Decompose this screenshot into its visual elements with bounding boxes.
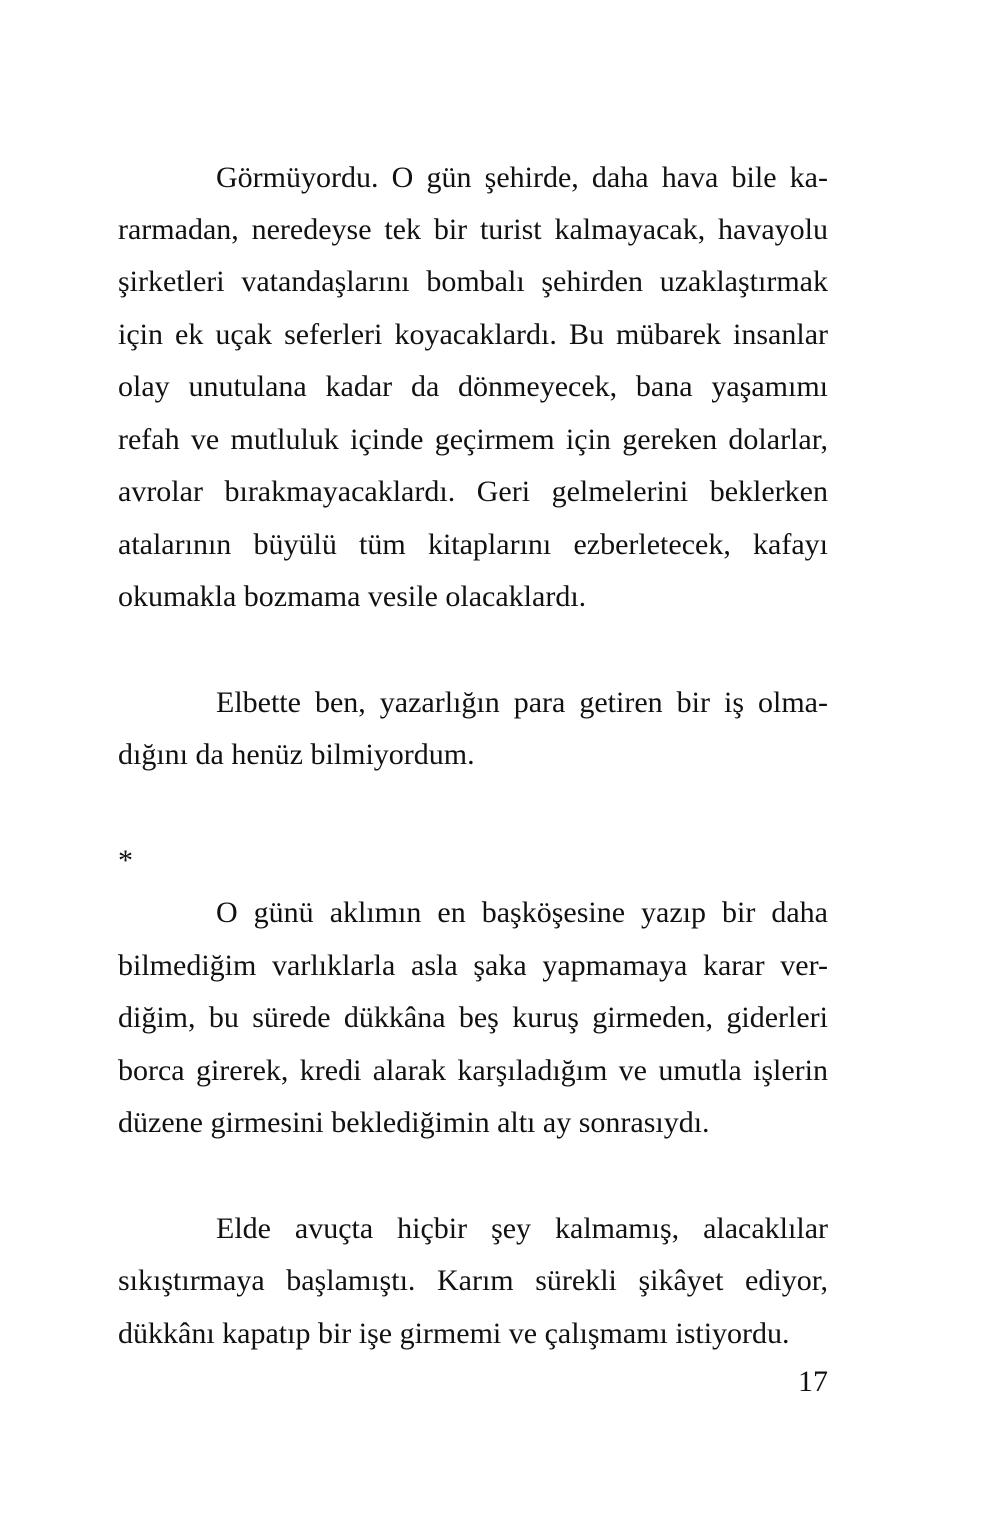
text-line: O günü aklımın en başköşesine yazıp bir daha — [216, 896, 828, 929]
text-line: refah ve mutluluk içinde geçirmem için gereken dolarlar, — [118, 423, 828, 456]
text-line: atalarının büyülü tüm kitaplarını ezberletecek, kafayı — [118, 528, 828, 561]
text-line: dükkânı kapatıp bir işe girmemi ve çalışmamı istiyordu. — [118, 1317, 790, 1350]
page-number: 17 — [798, 1365, 828, 1398]
text-line: bilmediğim varlıklarla asla şaka yapmamaya karar ver- — [118, 949, 828, 982]
section-separator: * — [118, 844, 133, 877]
text-line: borca girerek, kredi alarak karşıladığım ve umutla işlerin — [118, 1054, 828, 1087]
text-line: okumakla bozmama vesile olacaklardı. — [118, 580, 587, 613]
text-line: Elbette ben, yazarlığın para getiren bir iş olma- — [216, 686, 828, 719]
text-line: Elde avuçta hiçbir şey kalmamış, alacaklılar — [216, 1212, 828, 1245]
text-line: sıkıştırmaya başlamıştı. Karım sürekli şikâyet ediyor, — [118, 1264, 828, 1297]
text-line: olay unutulana kadar da dönmeyecek, bana yaşamımı — [118, 370, 828, 403]
text-line: düzene girmesini beklediğimin altı ay sonrasıydı. — [118, 1106, 710, 1139]
text-line: avrolar bırakmayacaklardı. Geri gelmelerini beklerken — [118, 475, 828, 508]
text-line: dığını da henüz bilmiyordum. — [118, 738, 475, 771]
text-line: diğim, bu sürede dükkâna beş kuruş girmeden, giderleri — [118, 1001, 828, 1034]
text-line: rarmadan, neredeyse tek bir turist kalmayacak, havayolu — [118, 213, 828, 246]
text-line: Görmüyordu. O gün şehirde, daha hava bile ka- — [216, 161, 828, 194]
text-line: için ek uçak seferleri koyacaklardı. Bu mübarek insanlar — [118, 318, 828, 351]
text-line: şirketleri vatandaşlarını bombalı şehirden uzaklaştırmak — [118, 265, 828, 298]
